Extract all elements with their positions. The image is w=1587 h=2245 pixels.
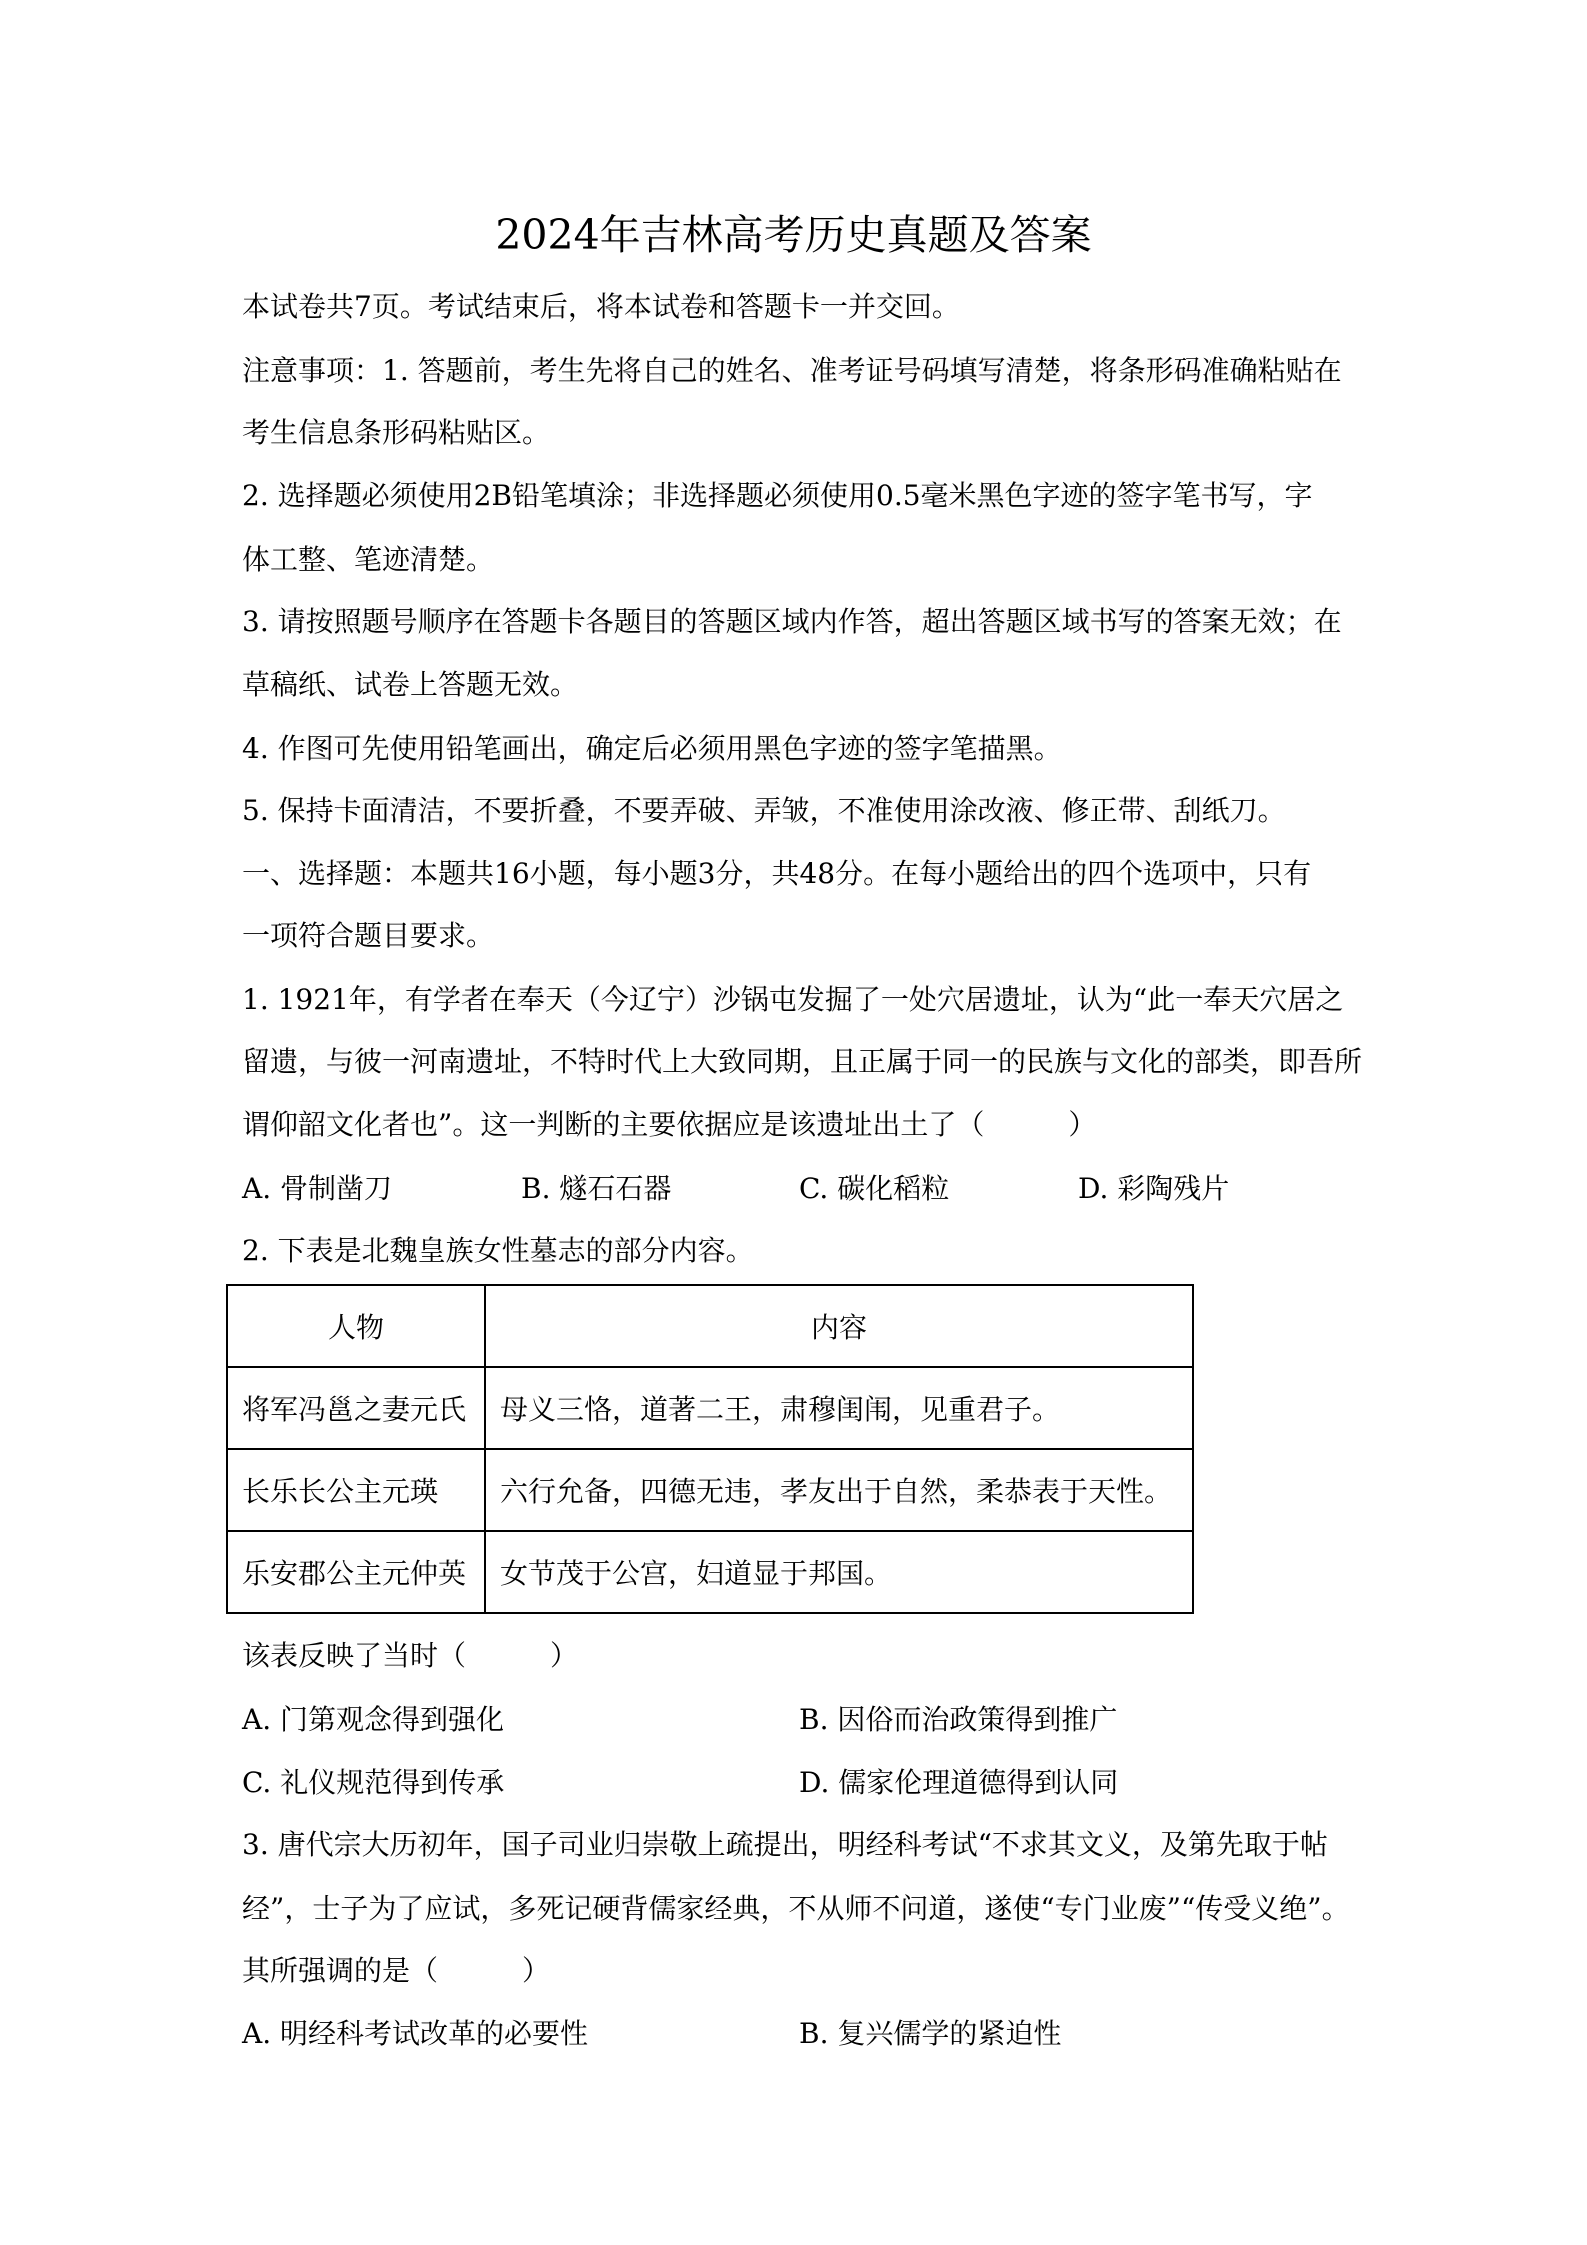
inscription-table — [226, 1284, 1194, 1614]
section-heading: 一项符合题目要求。 — [242, 919, 495, 952]
cell-person: 将军冯邕之妻元氏 — [227, 1367, 485, 1449]
q3-option-a: A. 明经科考试改革的必要性 — [242, 2017, 589, 2050]
cell-content: 六行允备，四德无违，孝友出于自然，柔恭表于天性。 — [485, 1449, 1193, 1531]
note-line: 考生信息条形码粘贴区。 — [242, 416, 551, 449]
header-person: 人物 — [227, 1285, 485, 1367]
note-line: 2. 选择题必须使用2B铅笔填涂；非选择题必须使用0.5毫米黑色字迹的签字笔书写，字 — [242, 479, 1313, 512]
q3-stem: 3. 唐代宗大历初年，国子司业归崇敬上疏提出，明经科考试“不求其文义，及第先取于帖 — [242, 1828, 1328, 1861]
note-line: 体工整、笔迹清楚。 — [242, 543, 495, 576]
q1-stem: 1. 1921年，有学者在奉天（今辽宁）沙锅屯发掘了一处穴居遗址，认为“此一奉天穴居之 — [242, 983, 1344, 1016]
q2-option-c: C. 礼仪规范得到传承 — [242, 1766, 505, 1799]
cell-content: 母义三恪，道著二王，肃穆闺闱，见重君子。 — [485, 1367, 1193, 1449]
table-row — [227, 1449, 1193, 1531]
section-heading: 一、选择题：本题共16小题，每小题3分，共48分。在每小题给出的四个选项中，只有 — [242, 857, 1312, 890]
q1-stem: 留遗，与彼一河南遗址，不特时代上大致同期，且正属于同一的民族与文化的部类，即吾所 — [242, 1045, 1363, 1078]
note-line: 5. 保持卡面清洁，不要折叠，不要弄破、弄皱，不准使用涂改液、修正带、刮纸刀。 — [242, 794, 1286, 827]
table-header-row — [227, 1285, 1193, 1367]
q1-option-d: D. 彩陶残片 — [1078, 1172, 1230, 1205]
q1-stem: 谓仰韶文化者也”。这一判断的主要依据应是该遗址出土了（ ） — [242, 1108, 1097, 1141]
q2-stem: 2. 下表是北魏皇族女性墓志的部分内容。 — [242, 1234, 754, 1267]
q1-option-a: A. 骨制凿刀 — [242, 1172, 393, 1205]
page-title: 2024年吉林高考历史真题及答案 — [495, 211, 1092, 259]
q1-option-c: C. 碳化稻粒 — [799, 1172, 950, 1205]
q3-stem: 其所强调的是（ ） — [242, 1954, 551, 1987]
q3-stem: 经”，士子为了应试，多死记硬背儒家经典，不从师不问道，遂使“专门业废”“传受义绝”。 — [242, 1892, 1350, 1925]
q2-option-b: B. 因俗而治政策得到推广 — [799, 1703, 1118, 1736]
note-line: 草稿纸、试卷上答题无效。 — [242, 668, 579, 701]
q1-option-b: B. 燧石石器 — [521, 1172, 672, 1205]
table-row — [227, 1367, 1193, 1449]
q2-option-d: D. 儒家伦理道德得到认同 — [799, 1766, 1119, 1799]
note-line: 注意事项：1. 答题前，考生先将自己的姓名、准考证号码填写清楚，将条形码准确粘贴在 — [242, 354, 1342, 387]
note-line: 4. 作图可先使用铅笔画出，确定后必须用黑色字迹的签字笔描黑。 — [242, 732, 1062, 765]
table-row — [227, 1531, 1193, 1613]
q2-question: 该表反映了当时（ ） — [242, 1639, 579, 1672]
q3-option-b: B. 复兴儒学的紧迫性 — [799, 2017, 1062, 2050]
cell-person: 乐安郡公主元仲英 — [227, 1531, 485, 1613]
cell-person: 长乐长公主元瑛 — [227, 1449, 485, 1531]
cell-content: 女节茂于公宫，妇道显于邦国。 — [485, 1531, 1193, 1613]
note-line: 3. 请按照题号顺序在答题卡各题目的答题区域内作答，超出答题区域书写的答案无效；在 — [242, 605, 1342, 638]
q2-option-a: A. 门第观念得到强化 — [242, 1703, 505, 1736]
intro-text: 本试卷共7页。考试结束后，将本试卷和答题卡一并交回。 — [242, 290, 960, 323]
header-content: 内容 — [485, 1285, 1193, 1367]
